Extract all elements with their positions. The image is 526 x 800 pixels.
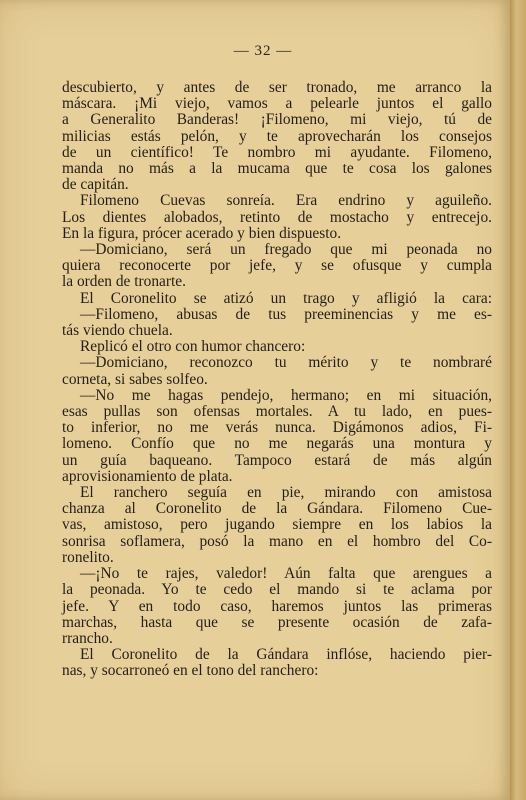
- text-line: El Coronelito de la Gándara inflóse, haciendo pier-: [80, 646, 492, 664]
- text-line: jefe. Y en todo caso, haremos juntos las primeras: [62, 597, 492, 615]
- text-line: corneta, si sabes solfeo.: [62, 370, 208, 388]
- text-line: Replicó el otro con humor chancero:: [80, 338, 306, 356]
- text-line: —Filomeno, abusas de tus preeminencias y me es-: [80, 305, 492, 323]
- text-line: to inferior, no me verás nunca. Digámonos adios, Fi-: [62, 419, 492, 437]
- text-line: milicias estás pelón, y te aprovecharán los consejos: [62, 127, 492, 145]
- text-line: tás viendo chuela.: [62, 322, 173, 340]
- text-line: manda no más a la mucama que te cosa los galones: [62, 160, 492, 178]
- text-line: —¡No te rajes, valedor! Aún falta que arengues a: [80, 565, 492, 583]
- text-line: a Generalito Banderas! ¡Filomeno, mi viejo, tú de: [62, 111, 492, 129]
- text-line: máscara. ¡Mi viejo, vamos a pelearle juntos el gallo: [62, 95, 492, 113]
- text-line: chanza al Coronelito de la Gándara. Filomeno Cue-: [62, 500, 492, 518]
- text-line: la orden de tronarte.: [62, 273, 186, 291]
- text-line: esas pullas son ofensas mortales. A tu lado, en pues-: [62, 403, 492, 421]
- text-line: vas, amistoso, pero jugando siempre en los labios la: [62, 516, 492, 534]
- page-number: — 32 —: [233, 43, 293, 59]
- text-line: descubierto, y antes de ser tronado, me arranco la: [62, 79, 492, 96]
- text-line: lomeno. Confío que no me negarás una montura y: [62, 435, 492, 453]
- text-line: —No me hagas pendejo, hermano; en mi situación,: [80, 386, 492, 404]
- text-line: nas, y socarroneó en el tono del ranchero:: [62, 662, 319, 680]
- text-line: ronelito.: [62, 548, 114, 566]
- text-line: de capitán.: [62, 176, 129, 194]
- text-line: —Domiciano, será un fregado que mi peonada no: [80, 241, 492, 259]
- text-line: marchas, hasta que se presente ocasión de zafa-: [62, 613, 492, 631]
- text-line: la peonada. Yo te cedo el mando si te aclama por: [62, 581, 492, 599]
- text-line: aprovisionamiento de plata.: [62, 467, 233, 485]
- text-line: sonrisa soflamera, posó la mano en el hombro del Co-: [62, 532, 492, 550]
- text-line: El Coronelito se atizó un trago y afligió la cara:: [80, 289, 492, 307]
- text-line: de un científico! Te nombro mi ayudante. Filomeno,: [62, 143, 492, 161]
- text-line: un guía baqueano. Tampoco estará de más algún: [62, 451, 492, 469]
- body-text: [62, 80, 492, 680]
- text-line: Los dientes alobados, retinto de mostacho y entrecejo.: [62, 208, 492, 226]
- page-edge: [510, 0, 526, 800]
- text-line: —Domiciano, reconozco tu mérito y te nombraré: [80, 354, 492, 372]
- text-line: El ranchero seguía en pie, mirando con amistosa: [80, 484, 492, 502]
- text-line: En la figura, prócer acerado y bien dispuesto.: [62, 224, 342, 242]
- text-line: Filomeno Cuevas sonreía. Era endrino y aguileño.: [80, 192, 492, 210]
- text-line: quiera reconocerte por jefe, y se ofusque y cumpla: [62, 257, 492, 275]
- text-line: rrancho.: [62, 629, 113, 647]
